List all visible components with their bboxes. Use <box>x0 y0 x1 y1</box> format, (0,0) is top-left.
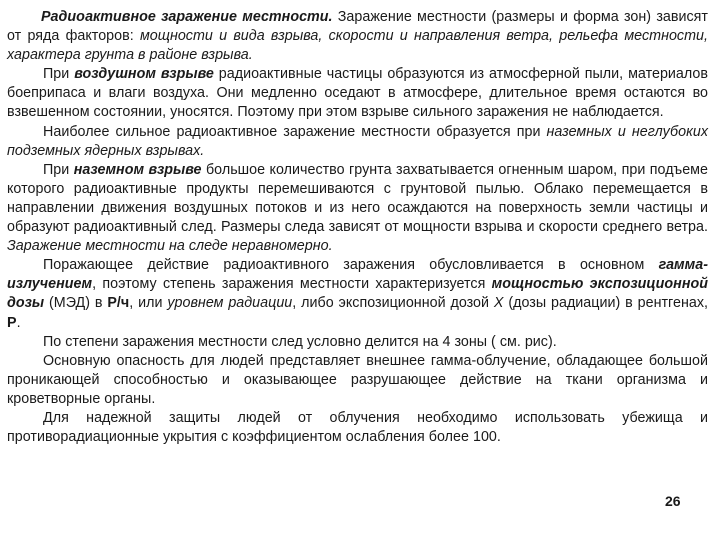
paragraph-main-danger: Основную опасность для людей представляет внешнее гамма-облучение, обладающее большой проникающей способностью и оказывающее разрушающее действие на ткани организма и кроветворные органы. <box>7 352 708 407</box>
paragraph-protection: Для надежной защиты людей от облучения необходимо использовать убежища и противорадиационные укрытия с коэффициентом ослабления более 100. <box>7 409 708 446</box>
damaging-text-1: Поражающее действие радиоактивного заражения обусловливается в основном <box>43 257 659 274</box>
damaging-text-6: (дозы радиации) в рентгенах, <box>503 295 708 312</box>
ground-burst-text: большое количество грунта захватывается огненным шаром, при подъеме которого радиоактивные продукты перемешиваются с грунтовой пылью. Облако перемещается в направлении движения воздушных потоков и из него осаждаются на поверхность земли частицы и образуют радиоактивный след. Размеры следа зависят от мощности взрыва и скорости среднего ветра. <box>7 161 708 236</box>
damaging-text-4: , или <box>129 295 168 312</box>
term-air-burst: воздушном взрыве <box>74 66 214 83</box>
term-radiation-level: уровнем радиации <box>167 295 293 312</box>
unit-roentgen: Р <box>7 314 17 331</box>
air-burst-lead: При <box>43 66 75 83</box>
paragraph-air-burst <box>7 65 708 122</box>
page-number: 26 <box>665 493 681 509</box>
term-gamma-radiation: гамма-излучением <box>7 257 708 293</box>
damaging-text-5: , либо экспозиционной дозой <box>292 295 494 312</box>
unit-roentgen-per-hour: Р/ч <box>107 295 130 312</box>
damaging-text-3: (МЭД) в <box>44 295 108 312</box>
paragraph-contamination-intro <box>7 8 708 65</box>
symbol-x: Х <box>493 295 504 312</box>
factors-list: мощности и вида взрыва, скорости и направления ветра, рельефа местности, характера грунта в районе взрыва. <box>7 28 708 64</box>
strongest-text: Наиболее сильное радиоактивное заражение местности образуется при <box>43 123 547 140</box>
document-body <box>7 8 708 447</box>
intro-text: Заражение местности (размеры и форма зон) зависят от ряда факторов: <box>7 9 708 45</box>
paragraph-strongest-contamination <box>7 123 708 161</box>
ground-burst-lead: При <box>43 161 74 178</box>
paragraph-damaging-effect <box>7 256 708 332</box>
ground-underground-bursts: наземных и неглубоких подземных ядерных взрывах. <box>7 123 708 159</box>
term-exposure-dose-rate: мощностью экспозиционной дозы <box>7 276 708 312</box>
uneven-contamination-note: Заражение местности на следе неравномерно. <box>7 238 333 255</box>
paragraph-ground-burst <box>7 161 708 256</box>
section-title: Радиоактивное заражение местности. <box>41 9 333 25</box>
air-burst-text: радиоактивные частицы образуются из атмосферной пыли, материалов боеприпаса и влаги воздуха. Они медленно оседают в атмосфере, длительное время остаются во взвешенном состоянии, уносятся. Поэтому при этом взрыве сильного заражения не наблюдается. <box>7 66 709 121</box>
damaging-text-7: . <box>16 314 21 331</box>
term-ground-burst: наземном взрыве <box>73 161 202 178</box>
paragraph-zones: По степени заражения местности след условно делится на 4 зоны ( см. рис). <box>43 333 557 350</box>
damaging-text-2: , поэтому степень заражения местности характеризуется <box>92 276 492 293</box>
